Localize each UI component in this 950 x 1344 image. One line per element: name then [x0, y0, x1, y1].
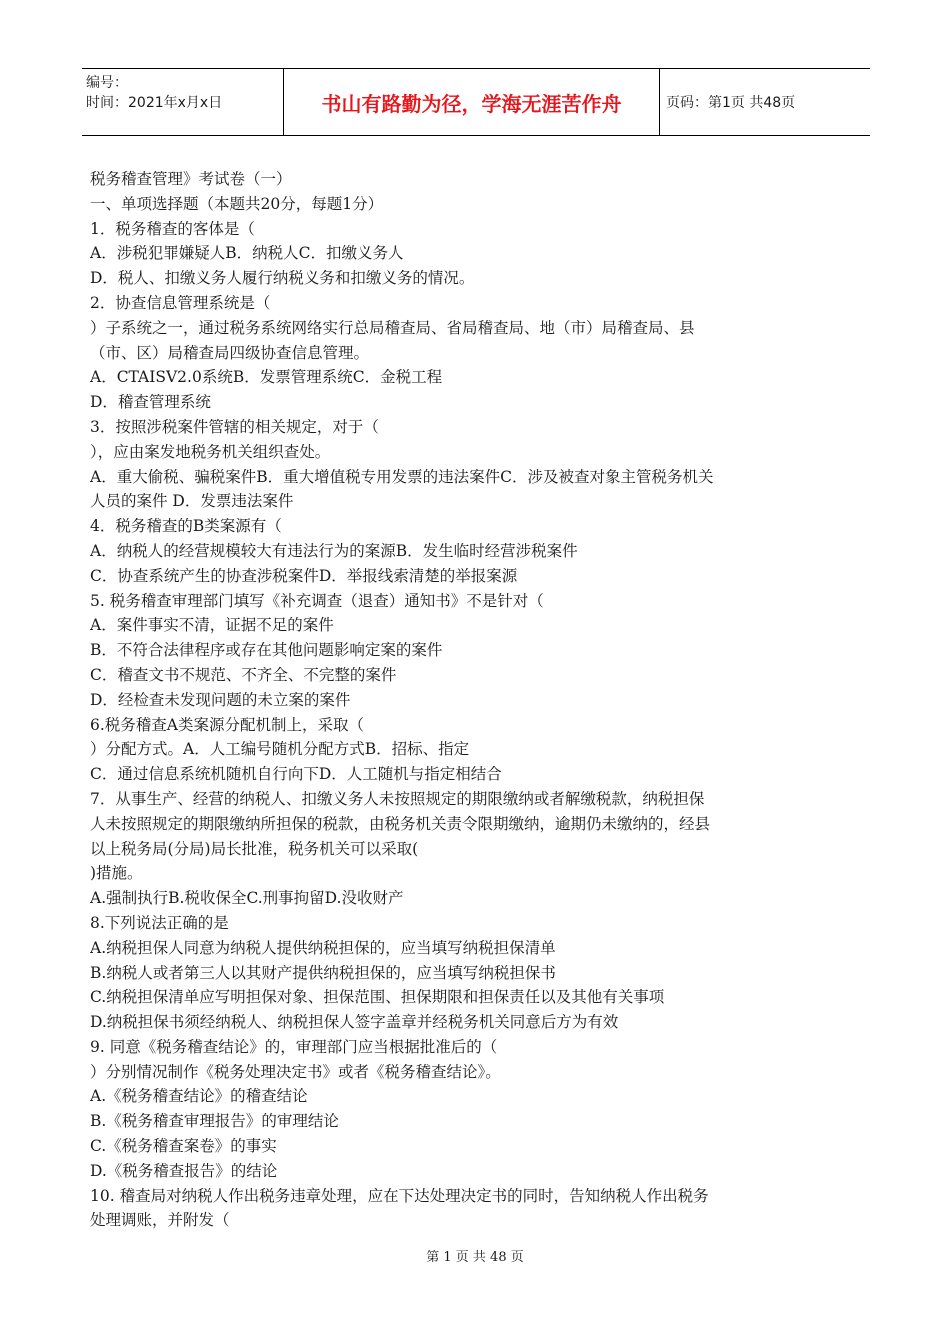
question-line: 4．税务稽查的B类案源有（ — [90, 517, 282, 536]
option-line: A.纳税担保人同意为纳税人提供纳税担保的，应当填写纳税担保清单 — [90, 938, 556, 957]
header-motto: 书山有路勤为径，学海无涯苦作舟 — [284, 69, 660, 135]
question-line: 人未按照规定的期限缴纳所担保的税款，由税务机关责令限期缴纳，逾期仍未缴纳的，经县 — [90, 814, 711, 833]
option-line: A．案件事实不清，证据不足的案件 — [90, 616, 334, 635]
question-line: 7．从事生产、经营的纳税人、扣缴义务人未按照规定的期限缴纳或者解缴税款，纳税担保 — [90, 789, 705, 808]
option-line: D.《税务稽查报告》的结论 — [90, 1161, 278, 1180]
option-line: D．经检查未发现问题的未立案的案件 — [90, 690, 351, 709]
header-page-info: 页码：第1页 共48页 — [666, 95, 796, 111]
question-line: )措施。 — [90, 864, 143, 883]
header-meta — [82, 69, 284, 135]
page-header — [82, 68, 870, 136]
section-heading: 一、单项选择题（本题共20分，每题1分） — [90, 194, 384, 213]
option-line: ）分配方式。A．人工编号随机分配方式B．招标、指定 — [90, 740, 470, 759]
question-line: 以上税务局(分局)局长批准，税务机关可以采取( — [90, 839, 419, 858]
option-line: A．涉税犯罪嫌疑人B．纳税人C．扣缴义务人 — [90, 244, 404, 263]
option-line: C．通过信息系统机随机自行向下D．人工随机与指定相结合 — [90, 765, 502, 784]
document-body — [90, 167, 870, 1233]
page-footer — [0, 1246, 950, 1265]
option-line: B.纳税人或者第三人以其财产提供纳税担保的，应当填写纳税担保书 — [90, 963, 556, 982]
option-line: A．CTAISV2.0系统B．发票管理系统C．金税工程 — [90, 368, 443, 387]
question-line: 10. 稽查局对纳税人作出税务违章处理，应在下达处理决定书的同时，告知纳税人作出税务 — [90, 1186, 709, 1205]
question-line: 5. 税务稽查审理部门填写《补充调查（退查）通知书》不是针对（ — [90, 591, 544, 610]
option-line: D．税人、扣缴义务人履行纳税义务和扣缴义务的情况。 — [90, 269, 475, 288]
question-line: ），应由案发地税务机关组织查处。 — [90, 442, 331, 461]
question-line: ）分别情况制作《税务处理决定书》或者《税务稽查结论》。 — [90, 1062, 501, 1081]
time-label: 时间：2021年x月x日 — [86, 95, 223, 111]
option-line: D．稽查管理系统 — [90, 393, 211, 412]
doc-title: 税务稽查管理》考试卷（一） — [90, 170, 292, 188]
question-line: 3．按照涉税案件管辖的相关规定，对于（ — [90, 417, 379, 436]
question-line: （市、区）局稽查局四级协查信息管理。 — [90, 343, 370, 362]
option-line: C.《税务稽查案卷》的事实 — [90, 1137, 277, 1156]
question-line: 6.税务稽查A类案源分配机制上，采取（ — [90, 715, 364, 734]
option-line: C.纳税担保清单应写明担保对象、担保范围、担保期限和担保责任以及其他有关事项 — [90, 988, 665, 1007]
option-line: C．稽查文书不规范、不齐全、不完整的案件 — [90, 665, 397, 684]
question-line: 2．协查信息管理系统是（ — [90, 293, 271, 312]
question-line: 8.下列说法正确的是 — [90, 913, 229, 932]
option-line: D.纳税担保书须经纳税人、纳税担保人签字盖章并经税务机关同意后方为有效 — [90, 1013, 619, 1032]
question-line: ）子系统之一，通过税务系统网络实行总局稽查局、省局稽查局、地（市）局稽查局、县 — [90, 318, 695, 337]
option-line: B．不符合法律程序或存在其他问题影响定案的案件 — [90, 641, 443, 660]
question-line: 9. 同意《税务稽查结论》的，审理部门应当根据批准后的（ — [90, 1037, 498, 1056]
option-line: A．纳税人的经营规模较大有违法行为的案源B．发生临时经营涉税案件 — [90, 541, 578, 560]
option-line: A.强制执行B.税收保全C.刑事拘留D.没收财产 — [90, 889, 404, 908]
number-label: 编号： — [86, 75, 128, 91]
option-line: 人员的案件 D．发票违法案件 — [90, 492, 294, 511]
option-line: C．协查系统产生的协查涉税案件D．举报线索清楚的举报案源 — [90, 566, 518, 585]
option-line: A.《税务稽查结论》的稽查结论 — [90, 1087, 308, 1106]
question-line: 处理调账，并附发（ — [90, 1211, 230, 1230]
option-line: B.《税务稽查审理报告》的审理结论 — [90, 1112, 339, 1131]
footer-page-number: 第 1 页 共 48 页 — [426, 1250, 524, 1265]
option-line: A．重大偷税、骗税案件B．重大增值税专用发票的违法案件C．涉及被查对象主管税务机关 — [90, 467, 714, 486]
question-line: 1．税务稽查的客体是（ — [90, 219, 255, 238]
